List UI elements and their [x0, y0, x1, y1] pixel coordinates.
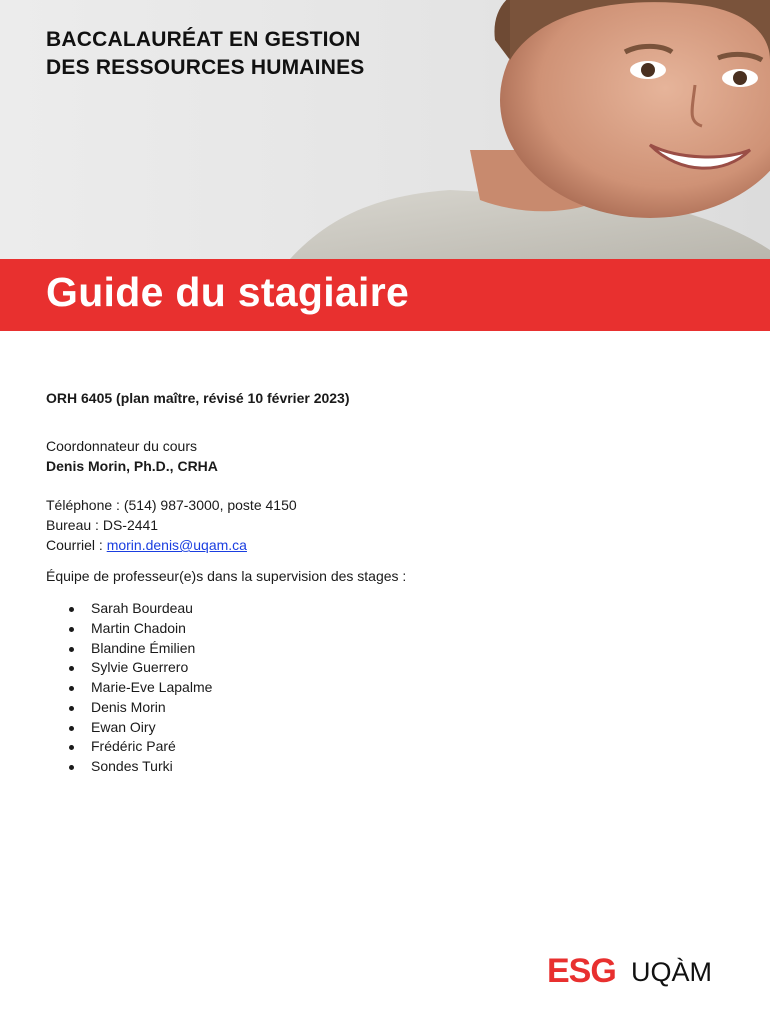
email-line: [46, 535, 297, 555]
title-banner: [0, 259, 770, 331]
phone-label: Téléphone :: [46, 497, 120, 513]
team-list: [46, 599, 212, 777]
program-title-line-1: BACCALAURÉAT EN GESTION: [46, 28, 361, 51]
email-label: Courriel :: [46, 537, 103, 553]
header-hero: [0, 0, 770, 259]
esg-uqam-logo: [547, 950, 727, 990]
list-item: Martin Chadoin: [46, 619, 212, 639]
list-item: Frédéric Paré: [46, 737, 212, 757]
esg-logo-text: ESG: [547, 952, 616, 990]
coordinator-name: Denis Morin, Ph.D., CRHA: [46, 458, 218, 474]
list-item: Sylvie Guerrero: [46, 658, 212, 678]
office-line: [46, 515, 297, 535]
phone-value: (514) 987-3000, poste 4150: [123, 497, 297, 513]
course-code: ORH 6405 (plan maître, révisé 10 février 2023): [46, 390, 350, 406]
student-portrait-photo: [270, 0, 770, 259]
uqam-logo-text: UQÀM: [631, 957, 712, 987]
list-item: Marie-Eve Lapalme: [46, 678, 212, 698]
contact-info: [46, 495, 297, 555]
list-item: Sondes Turki: [46, 757, 212, 777]
coordinator-label: Coordonnateur du cours: [46, 438, 197, 454]
list-item: Blandine Émilien: [46, 639, 212, 659]
list-item: Sarah Bourdeau: [46, 599, 212, 619]
office-value: DS-2441: [102, 517, 159, 533]
office-label: Bureau :: [46, 517, 99, 533]
list-item: Denis Morin: [46, 698, 212, 718]
team-intro: Équipe de professeur(e)s dans la supervision des stages :: [46, 568, 407, 584]
document-title: Guide du stagiaire: [46, 269, 410, 315]
program-title-line-2: DES RESSOURCES HUMAINES: [46, 56, 365, 79]
list-item: Ewan Oiry: [46, 718, 212, 738]
phone-line: [46, 495, 297, 515]
email-link[interactable]: morin.denis@uqam.ca: [106, 537, 247, 553]
